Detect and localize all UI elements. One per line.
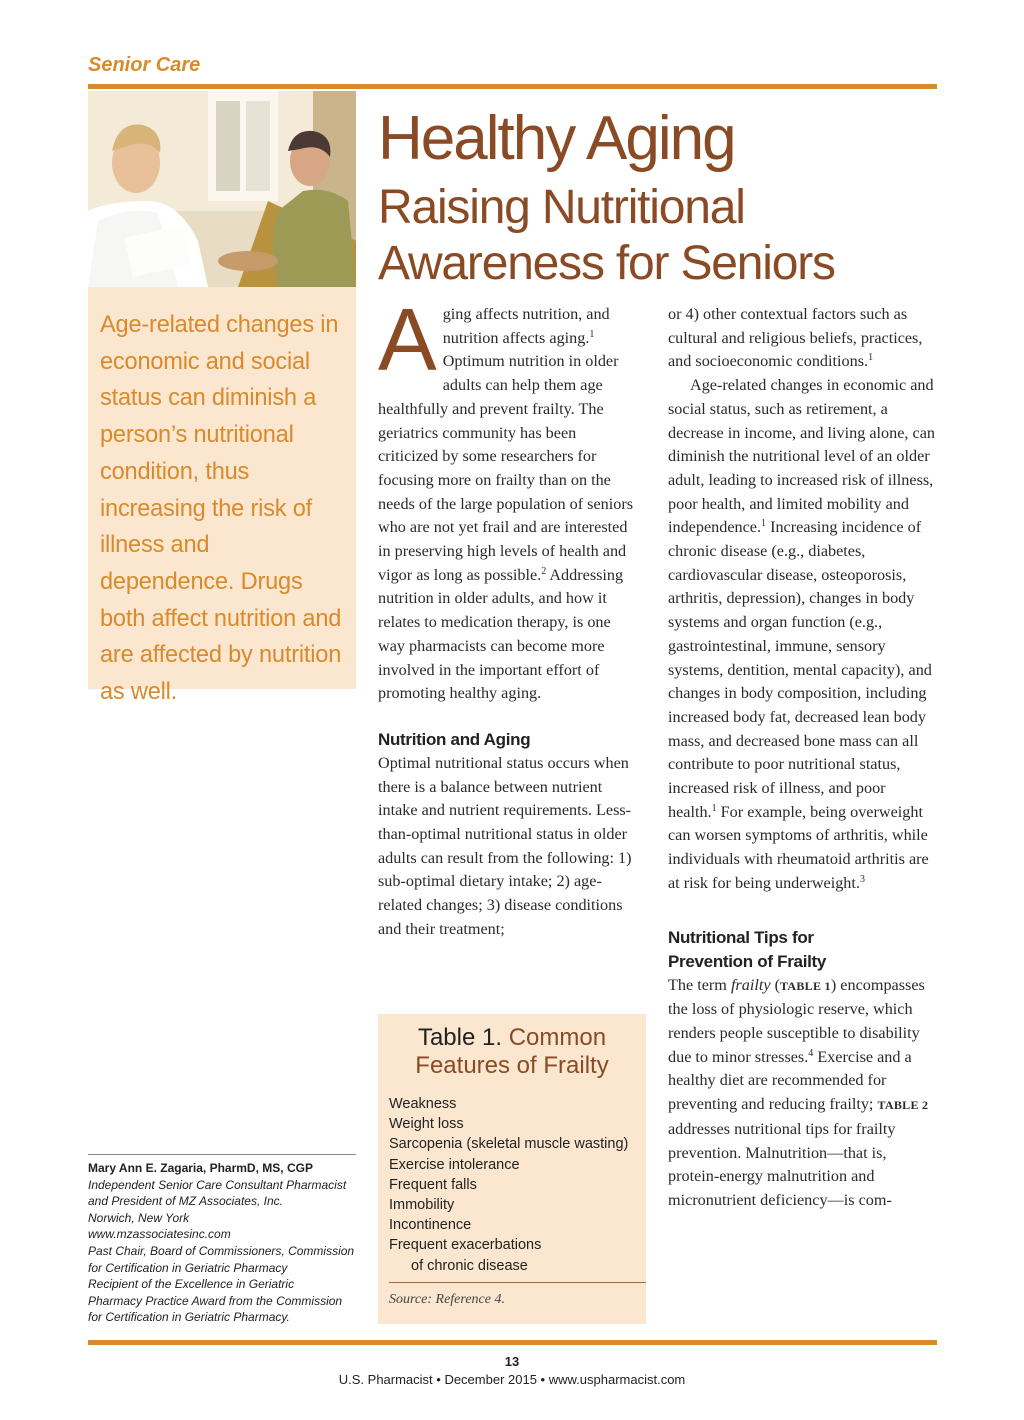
- table-1-title: [378, 1024, 646, 1080]
- footer-publication: U.S. Pharmacist • December 2015 • www.uspharmacist.com: [338, 1372, 686, 1387]
- pull-quote: [88, 287, 356, 706]
- author-line: for Certification in Geriatric Pharmacy.: [88, 1310, 290, 1325]
- list-item-continuation: of chronic disease: [411, 1257, 528, 1274]
- frailty-features-list: [389, 1094, 628, 1276]
- table-title-a: Common: [508, 1024, 607, 1051]
- nutrition-aging-paragraph: Optimal nutritional status occurs when there is a balance between nutrient intake and nutrient requirements. Less-than-optimal nutritional status in older adults can result from the following: 1) sub-optimal dietary intake; 2) age-related changes; 3) disease conditions and their treatment;: [378, 753, 632, 938]
- intro-text-2: Optimum nutrition in older adults can help them age healthfully and prevent frailty. The geriatrics community has been criticized by some researchers for focusing more on frailty than on the needs of the large population of seniors who are not yet frail and are interested in preserving high levels of health and vigor as long as possible.: [378, 352, 634, 584]
- p3-text-e: addresses nutritional tips for frailty prevention. Malnutrition—that is, protein-energy malnutrition and micronutrient deficiency—is com-: [668, 1119, 896, 1209]
- p3-ref: 4: [808, 1047, 814, 1059]
- author-line: and President of MZ Associates, Inc.: [88, 1194, 283, 1209]
- bottom-rule: [88, 1340, 937, 1345]
- page-subtitle: [378, 180, 938, 292]
- table-number: Table 1.: [417, 1024, 503, 1051]
- heading-nutrition-and-aging: Nutrition and Aging: [378, 729, 531, 749]
- list-item: Weight loss: [389, 1116, 464, 1133]
- list-item: Sarcopenia (skeletal muscle wasting): [389, 1136, 629, 1153]
- article-column-2: [668, 303, 938, 1213]
- p2-text-a: Age-related changes in economic and social status, such as retirement, a decrease in income, and living alone, can diminish the nutritional level of an older adult, leading to increased risk of illness, poor health, and limited mobility and independence.: [668, 376, 935, 537]
- p3-text-a: The term: [668, 975, 731, 994]
- p1-ref: 1: [868, 352, 874, 364]
- section-label: Senior Care: [88, 54, 201, 76]
- heading-tips-line-2: Prevention of Frailty: [668, 951, 827, 971]
- author-line: Independent Senior Care Consultant Pharmacist: [88, 1177, 347, 1192]
- list-item: Incontinence: [389, 1217, 472, 1234]
- p2-ref3: 3: [859, 873, 865, 885]
- author-line: Norwich, New York: [88, 1210, 190, 1225]
- term-frailty: frailty: [730, 975, 771, 994]
- subtitle-line-1: Raising Nutritional: [378, 181, 745, 234]
- author-divider: [88, 1154, 356, 1155]
- table-1-ref[interactable]: TABLE 1: [779, 978, 831, 993]
- pull-quote-text: Age-related changes in economic and social status can diminish a person’s nutritional condition, thus increasing the risk of illness and dependence. Drugs both affect nutrition and are affected by nutrition as well.: [100, 312, 342, 706]
- p2-text-c: For example, being overweight can worsen symptoms of arthritis, while individuals with rheumatoid arthritis are at risk for being underweight.: [668, 802, 929, 892]
- table-title-b: Features of Frailty: [415, 1052, 609, 1079]
- paragraph-age-related: [668, 374, 938, 895]
- author-line: for Certification in Geriatric Pharmacy: [88, 1260, 288, 1275]
- top-rule: [88, 84, 937, 89]
- author-info: [88, 1160, 363, 1326]
- page-number: 13: [504, 1354, 520, 1369]
- ref-1: 1: [589, 328, 595, 340]
- table-divider: [389, 1282, 646, 1283]
- table-source: Source: Reference 4.: [389, 1292, 505, 1307]
- heading-tips-line-1: Nutritional Tips for: [668, 927, 814, 947]
- list-item: Weakness: [389, 1096, 457, 1112]
- author-name: Mary Ann E. Zagaria, PharmD, MS, CGP: [88, 1161, 313, 1175]
- subtitle-line-2: Awareness for Seniors: [378, 237, 835, 290]
- article-column-1: [378, 290, 640, 942]
- p3-text-d: Exercise and a healthy diet are recommended for preventing and reducing frailty;: [668, 1047, 912, 1114]
- list-item: Frequent falls: [389, 1176, 477, 1193]
- paragraph-contextual: [668, 303, 938, 374]
- intro-text-3: Addressing nutrition in older adults, and how it relates to medication therapy, is one way pharmacists can become more involved in the important effort of promoting healthy aging.: [378, 565, 624, 703]
- author-line: Recipient of the Excellence in Geriatric: [88, 1277, 295, 1292]
- intro-text-1: ging affects nutrition, and nutrition affects aging.: [442, 305, 610, 347]
- p3-text-b: (: [770, 975, 780, 994]
- p2-ref1: 1: [761, 518, 767, 530]
- article-photo: [88, 91, 356, 287]
- paragraph-frailty: [668, 974, 938, 1213]
- table-2-ref[interactable]: TABLE 2: [877, 1098, 929, 1113]
- list-item: Exercise intolerance: [389, 1156, 520, 1173]
- author-website-link[interactable]: www.mzassociatesinc.com: [88, 1227, 231, 1242]
- p3-text-c: ) encompasses the loss of physiologic reserve, which renders people susceptible to disability due to minor stresses.: [668, 975, 925, 1066]
- author-line: Past Chair, Board of Commissioners, Commission: [88, 1243, 355, 1258]
- list-item: Immobility: [389, 1197, 455, 1214]
- p2-ref2: 1: [711, 802, 717, 814]
- intro-paragraph: [378, 290, 640, 706]
- p1-text: or 4) other contextual factors such as cultural and religious beliefs, practices, and socioeconomic conditions.: [668, 305, 923, 371]
- author-line: Pharmacy Practice Award from the Commission: [88, 1293, 343, 1308]
- list-item: Frequent exacerbations: [389, 1237, 542, 1254]
- table-1-box: [378, 1014, 646, 1324]
- photo-caregiver-with-senior-woman-icon: [88, 91, 356, 287]
- heading-nutritional-tips: [668, 926, 938, 974]
- page-title: Healthy Aging: [378, 104, 735, 173]
- p2-text-b: Increasing incidence of chronic disease (e.g., diabetes, cardiovascular disease, osteoporosis, arthritis, depression), changes in body systems and organ function (e.g., gastrointestinal, immune, sensory systems, dentition, mental capacity), and changes in body composition, including increased body fat, decreased lean body mass, and decreased bone mass can all contribute to poor nutritional status, increased risk of illness, and poor health.: [668, 518, 932, 821]
- drop-cap: A: [378, 290, 437, 389]
- ref-2: 2: [541, 565, 547, 577]
